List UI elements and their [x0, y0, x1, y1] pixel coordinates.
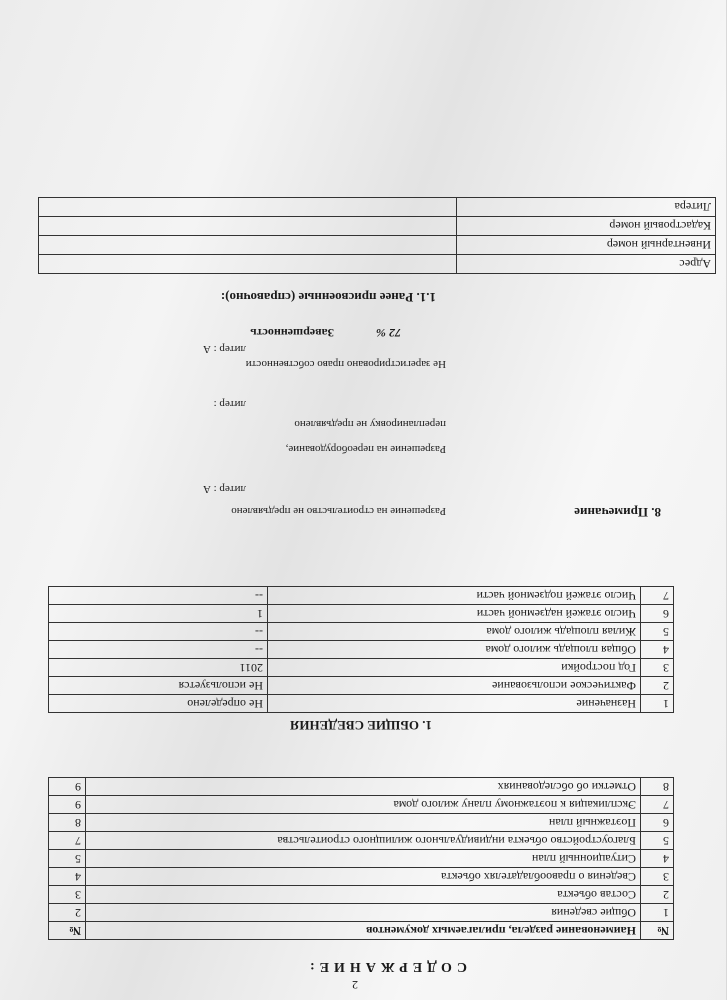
note-line: литер :: [213, 398, 246, 410]
row-num: 6: [641, 605, 674, 623]
row-name: Фактическое использование: [268, 677, 641, 695]
row-name: Общие сведения: [86, 904, 641, 922]
row-num: 2: [641, 886, 674, 904]
row-value: 2011: [49, 659, 268, 677]
note-line: литер : А: [202, 343, 246, 355]
table-row: [49, 659, 674, 677]
header-name: Наименование раздела, прилагаемых документов: [86, 922, 641, 940]
row-name: Общая площадь жилого дома: [268, 641, 641, 659]
table-row: [49, 832, 674, 850]
row-page: 4: [49, 868, 86, 886]
row-name: Состав объекта: [86, 886, 641, 904]
row-name: Поэтажный план: [86, 814, 641, 832]
row-page: 5: [49, 850, 86, 868]
note-line: литер : А: [202, 483, 246, 495]
general-info-table: [48, 586, 674, 713]
table-row: [39, 217, 716, 236]
table-row: [49, 796, 674, 814]
table-row: [49, 641, 674, 659]
page-number: 2: [352, 978, 358, 992]
table-row: [39, 236, 716, 255]
table-row: [39, 255, 716, 274]
row-page: 9: [49, 778, 86, 796]
note-line: Разрешение на переоборудование,: [285, 443, 446, 455]
row-num: 3: [641, 868, 674, 886]
row-value: --: [49, 641, 268, 659]
header-page: №: [49, 922, 86, 940]
row-num: 3: [641, 659, 674, 677]
table-row: [49, 850, 674, 868]
row-name: Жилая площадь жилого дома: [268, 623, 641, 641]
table-row: [49, 778, 674, 796]
table-row: [49, 605, 674, 623]
table-header-row: [49, 922, 674, 940]
row-label: Литера: [457, 198, 716, 217]
row-label: Адрес: [457, 255, 716, 274]
row-name: Благоустройство объекта индивидуального жилищного строительства: [86, 832, 641, 850]
row-num: 6: [641, 814, 674, 832]
row-num: 4: [641, 641, 674, 659]
note-line: перепланировку не предъявлено: [294, 418, 446, 430]
row-num: 1: [641, 695, 674, 713]
table-row: [49, 677, 674, 695]
row-name: Сведения о правообладателях объекта: [86, 868, 641, 886]
table-row: [49, 904, 674, 922]
row-name: Назначение: [268, 695, 641, 713]
section-title-previous: 1.1. Ранее присвоенные (справочно):: [220, 290, 436, 305]
table-row: [49, 814, 674, 832]
row-name: Экспликация к поэтажному плану жилого дома: [86, 796, 641, 814]
row-value: --: [49, 587, 268, 605]
row-label: Инвентарный номер: [457, 236, 716, 255]
previous-ids-table: [38, 197, 716, 274]
table-row: [49, 695, 674, 713]
row-page: 8: [49, 814, 86, 832]
row-value: [39, 255, 457, 274]
page-title: СОДЕРЖАНИЕ:: [304, 959, 468, 974]
row-value: [39, 198, 457, 217]
row-num: 7: [641, 796, 674, 814]
note-line: Не зарегистрировано право собственности: [245, 358, 446, 370]
completeness-label: Завершенность: [250, 326, 334, 340]
table-row: [49, 886, 674, 904]
row-num: 5: [641, 832, 674, 850]
row-value: Не используется: [49, 677, 268, 695]
row-num: 4: [641, 850, 674, 868]
completeness-value: 72 %: [376, 326, 401, 340]
contents-table: [48, 777, 674, 940]
row-page: 7: [49, 832, 86, 850]
row-value: --: [49, 623, 268, 641]
row-name: Ситуационный план: [86, 850, 641, 868]
row-page: 2: [49, 904, 86, 922]
row-value: [39, 217, 457, 236]
row-name: Число этажей надземной части: [268, 605, 641, 623]
row-num: 7: [641, 587, 674, 605]
row-label: Кадастровый номер: [457, 217, 716, 236]
row-num: 1: [641, 904, 674, 922]
row-num: 8: [641, 778, 674, 796]
table-row: [39, 198, 716, 217]
note-title: 8. Примечание: [574, 505, 661, 520]
row-page: 9: [49, 796, 86, 814]
row-name: Отметки об обследованиях: [86, 778, 641, 796]
row-value: [39, 236, 457, 255]
header-num: №: [641, 922, 674, 940]
row-page: 3: [49, 886, 86, 904]
row-value: Не определено: [49, 695, 268, 713]
table-row: [49, 623, 674, 641]
table-row: [49, 587, 674, 605]
row-name: Год постройки: [268, 659, 641, 677]
row-value: 1: [49, 605, 268, 623]
table-row: [49, 868, 674, 886]
row-num: 5: [641, 623, 674, 641]
section-title-general: 1. ОБЩИЕ СВЕДЕНИЯ: [290, 718, 432, 733]
note-line: Разрешение на строительство не предъявлено: [231, 505, 446, 517]
row-name: Число этажей подземной части: [268, 587, 641, 605]
row-num: 2: [641, 677, 674, 695]
